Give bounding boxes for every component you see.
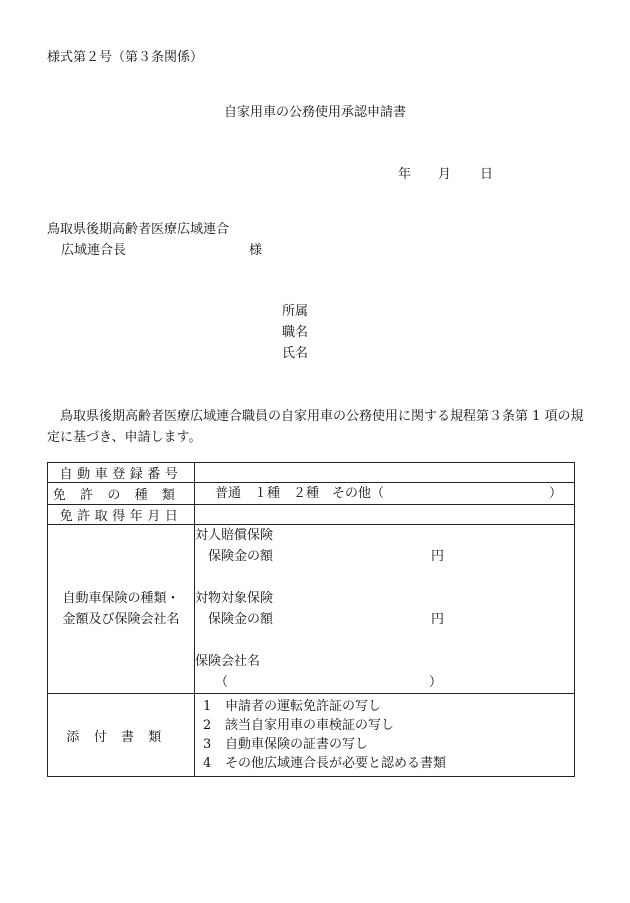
applicant-affiliation: 所属 bbox=[282, 304, 309, 319]
property-amount-line bbox=[195, 609, 574, 630]
personal-amount-label: 保険金の額 bbox=[208, 549, 274, 564]
row-registration bbox=[48, 463, 575, 483]
attachment-item: 2 該当自家用車の車検証の写し bbox=[203, 718, 395, 733]
attachments-list bbox=[195, 694, 575, 777]
insurer-label: 保険会社名 bbox=[195, 654, 261, 669]
personal-yen: 円 bbox=[431, 549, 445, 564]
row-attachments bbox=[48, 694, 575, 777]
attachments-label: 添付書類 bbox=[48, 694, 195, 777]
insurance-label-line-2: 金額及び保険会社名 bbox=[62, 612, 180, 627]
row-license bbox=[48, 483, 575, 505]
applicant-position: 職名 bbox=[282, 325, 309, 340]
personal-amount-line bbox=[195, 546, 574, 567]
date-month: 月 bbox=[438, 167, 452, 182]
row-license-date bbox=[48, 505, 575, 525]
license-value[interactable] bbox=[195, 483, 575, 505]
license-options: 普通 １種 ２種 その他（ bbox=[215, 486, 385, 501]
applicant-name: 氏名 bbox=[282, 346, 309, 361]
date-year: 年 bbox=[398, 167, 412, 182]
registration-value[interactable] bbox=[195, 463, 575, 483]
recipient-honorific: 様 bbox=[249, 243, 263, 258]
document-title: 自家用車の公務使用承認申請書 bbox=[224, 105, 407, 120]
recipient-title: 広域連合長 bbox=[61, 243, 127, 258]
license-close-paren: ） bbox=[549, 486, 563, 501]
insurer-close-paren: ） bbox=[429, 675, 443, 690]
insurance-label-line-1: 自動車保険の種類・ bbox=[62, 591, 180, 606]
date-day: 日 bbox=[480, 167, 494, 182]
attachment-item: 4 その他広域連合長が必要と認める書類 bbox=[203, 756, 447, 771]
license-line bbox=[215, 483, 574, 504]
attachment-item: 3 自動車保険の証書の写し bbox=[203, 737, 369, 752]
insurance-value[interactable] bbox=[195, 525, 575, 694]
license-date-label: 免許取得年月日 bbox=[48, 505, 195, 525]
property-amount-label: 保険金の額 bbox=[208, 612, 274, 627]
property-yen: 円 bbox=[431, 612, 445, 627]
license-date-value[interactable] bbox=[195, 505, 575, 525]
insurer-line bbox=[195, 672, 574, 693]
license-label: 免許の種類 bbox=[48, 483, 195, 505]
row-insurance bbox=[48, 525, 575, 694]
application-table bbox=[47, 462, 575, 777]
form-number: 様式第２号（第３条関係） bbox=[47, 50, 204, 65]
insurer-open-paren: （ bbox=[215, 675, 229, 690]
registration-label: 自動車登録番号 bbox=[48, 463, 195, 483]
insurance-label bbox=[48, 525, 195, 694]
date-line bbox=[398, 168, 493, 181]
recipient-organization: 鳥取県後期高齢者医療広域連合 bbox=[47, 222, 230, 237]
body-text: 鳥取県後期高齢者医療広域連合職員の自家用車の公務使用に関する規程第３条第 1 項の規定に基づき、申請します。 bbox=[47, 409, 584, 445]
personal-liability: 対人賠償保険 bbox=[195, 528, 274, 543]
property-liability: 対物対象保険 bbox=[195, 591, 274, 606]
attachment-item: 1 申請者の運転免許証の写し bbox=[203, 699, 382, 714]
applicant-block bbox=[282, 305, 308, 368]
